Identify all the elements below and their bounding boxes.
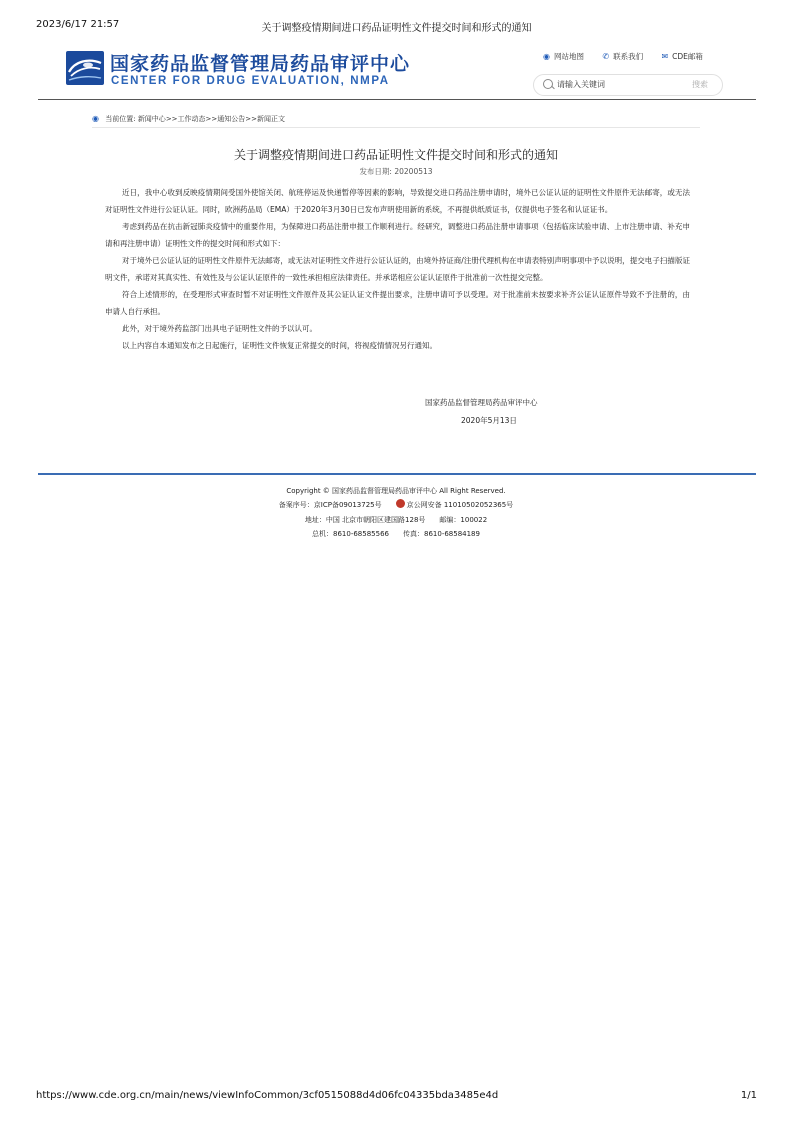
- signature-date: 2020年5月13日: [461, 416, 517, 425]
- phone-icon: ✆: [602, 52, 610, 61]
- footer-divider: [38, 473, 756, 475]
- sitemap-link[interactable]: ◉ 网站地图: [543, 52, 584, 61]
- publish-date: 发布日期: 20200513: [359, 167, 433, 176]
- breadcrumb-item-news-center[interactable]: 新闻中心: [137, 115, 166, 123]
- top-links: [543, 51, 703, 62]
- article-paragraph: 对于境外已公证认证的证明性文件原件无法邮寄，或无法对证明性文件进行公证认证的，由境外持证商/注册代理机构在申请表特别声明事项中予以说明，提交电子扫描版证明文件，承诺对其真实性、有效性及与公证认证原件的一致性承担相应法律责任。并承诺相应公证认证原件于批准前一次性提交完整。: [105, 256, 690, 282]
- article-title: 关于调整疫情期间进口药品证明性文件提交时间和形式的通知: [233, 148, 558, 162]
- breadcrumb-item-notices[interactable]: >>通知公告: [205, 115, 246, 123]
- breadcrumb-prefix: 当前位置:: [105, 115, 136, 123]
- brand-name-cn: 国家药品监督管理局药品审评中心: [110, 53, 411, 75]
- police-badge-icon: [396, 499, 405, 508]
- print-page-title: 关于调整疫情期间进口药品证明性文件提交时间和形式的通知: [261, 23, 532, 34]
- location-pin-icon: ◉: [543, 52, 550, 61]
- article-paragraph: 近日，我中心收到反映疫情期间受国外使馆关闭、航班停运及快递暂停等因素的影响，导致提交进口药品注册申请时，境外已公证认证的证明性文件原件无法邮寄，或无法对证明性文件进行公证认证。同时，欧洲药品局（EMA）于2020年3月30日已发布声明使用新的系统，不再提供纸质证书，仅提供电子签名和认证证书。: [105, 188, 690, 214]
- header-divider: [38, 99, 756, 100]
- print-datetime: 2023/6/17 21:57: [36, 19, 120, 30]
- search-button[interactable]: 搜索: [692, 80, 708, 89]
- contact-link[interactable]: ✆ 联系我们: [602, 52, 644, 61]
- police-record-link[interactable]: 京公网安备 11010502052365号: [406, 501, 514, 510]
- breadcrumb-item-article[interactable]: >>新闻正文: [245, 115, 286, 123]
- mail-link[interactable]: ✉ CDE邮箱: [661, 52, 703, 61]
- search-input[interactable]: [557, 77, 677, 91]
- print-footer: [36, 1090, 757, 1104]
- article-paragraph: 此外，对于境外药监部门出具电子证明性文件的予以认可。: [122, 324, 317, 333]
- print-header: [36, 19, 757, 33]
- phone-line: [90, 527, 702, 541]
- search-icon: [543, 79, 553, 89]
- print-page-number: 1/1: [740, 1090, 757, 1101]
- article-paragraph: 符合上述情形的，在受理形式审查时暂不对证明性文件原件及其公证认证文件提出要求，注册申请可予以受理。对于批准前未按要求补齐公证认证原件导致不予注册的，由申请人自行承担。: [105, 290, 690, 316]
- phone-text: 总机：8610-68585566: [312, 529, 389, 538]
- article-paragraph: 以上内容自本通知发布之日起施行，证明性文件恢复正常提交的时间，将视疫情情况另行通知。: [122, 341, 437, 350]
- site-footer: [90, 484, 702, 541]
- copyright-text: Copyright © 国家药品监督管理局药品审评中心 All Right Reserved.: [286, 487, 506, 495]
- print-url: https://www.cde.org.cn/main/news/viewInfoCommon/3cf0515088d4d06fc04335bda3485e4d: [36, 1090, 499, 1101]
- icp-link[interactable]: 备案序号：京ICP备09013725号: [278, 501, 382, 510]
- location-pin-icon: ◉: [92, 114, 99, 123]
- address-text: 地址：中国 北京市朝阳区建国路128号: [304, 515, 426, 524]
- breadcrumb-item-work-news[interactable]: >>工作动态: [165, 115, 206, 123]
- address-line: [90, 513, 702, 527]
- breadcrumb: [92, 114, 285, 124]
- article-paragraph: 考虑到药品在抗击新冠肺炎疫情中的重要作用，为保障进口药品注册申报工作顺利进行。经研究，调整进口药品注册申请事项（包括临床试验申请、上市注册申请、补充申请和再注册申请）证明性文件的提交时间和形式如下：: [105, 222, 690, 248]
- signature-org: 国家药品监督管理局药品审评中心: [425, 398, 538, 407]
- mail-icon: ✉: [661, 52, 669, 61]
- postcode-text: 邮编：100022: [439, 515, 488, 524]
- article-body: [105, 184, 690, 354]
- cde-logo-icon[interactable]: [66, 51, 104, 85]
- registration-line: [90, 498, 702, 512]
- brand-name-en: CENTER FOR DRUG EVALUATION, NMPA: [111, 75, 390, 87]
- fax-text: 传真：8610-68584189: [403, 529, 480, 538]
- breadcrumb-divider: [92, 127, 700, 128]
- search-box: [533, 74, 723, 96]
